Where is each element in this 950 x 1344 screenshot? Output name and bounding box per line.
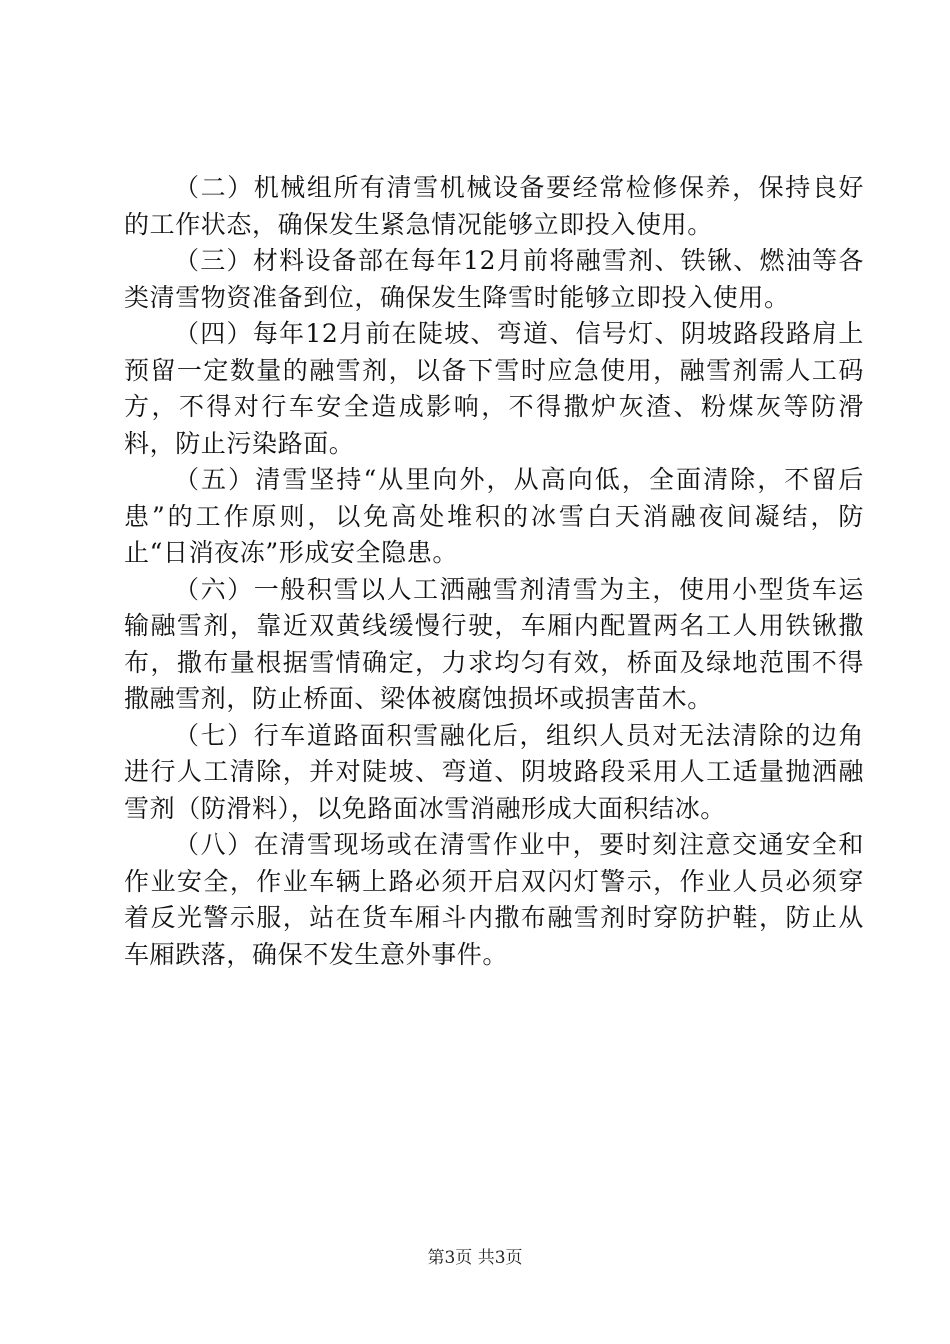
paragraph-8: （八）在清雪现场或在清雪作业中，要时刻注意交通安全和作业安全，作业车辆上路必须开启双闪灯警示，作业人员必须穿着反光警示服，站在货车厢斗内撒布融雪剂时穿防护鞋，防止从车厢跌落，确保不发生意外事件。: [124, 830, 864, 969]
paragraph-3: （三）材料设备部在每年12月前将融雪剂、铁锹、燃油等各类清雪物资准备到位，确保发生降雪时能够立即投入使用。: [124, 246, 864, 312]
paragraph-2: （二）机械组所有清雪机械设备要经常检修保养，保持良好的工作状态，确保发生紧急情况能够立即投入使用。: [124, 173, 864, 239]
document-body: [124, 170, 864, 973]
paragraph-5: （五）清雪坚持“从里向外，从高向低，全面清除，不留后患”的工作原则，以免高处堆积的冰雪白天消融夜间凝结，防止“日消夜冻”形成安全隐患。: [124, 465, 864, 567]
paragraph-4: （四）每年12月前在陡坡、弯道、信号灯、阴坡路段路肩上预留一定数量的融雪剂，以备下雪时应急使用，融雪剂需人工码方，不得对行车安全造成影响，不得撒炉灰渣、粉煤灰等防滑料，防止污染路面。: [124, 319, 864, 458]
paragraph-6: （六）一般积雪以人工洒融雪剂清雪为主，使用小型货车运输融雪剂，靠近双黄线缓慢行驶，车厢内配置两名工人用铁锹撒布，撒布量根据雪情确定，力求均匀有效，桥面及绿地范围不得撒融雪剂，防止桥面、梁体被腐蚀损坏或损害苗木。: [124, 574, 864, 713]
page-number-footer: 第3页 共3页: [427, 1248, 523, 1268]
paragraph-7: （七）行车道路面积雪融化后，组织人员对无法清除的边角进行人工清除，并对陡坡、弯道、阴坡路段采用人工适量抛洒融雪剂（防滑料），以免路面冰雪消融形成大面积结冰。: [124, 720, 864, 823]
